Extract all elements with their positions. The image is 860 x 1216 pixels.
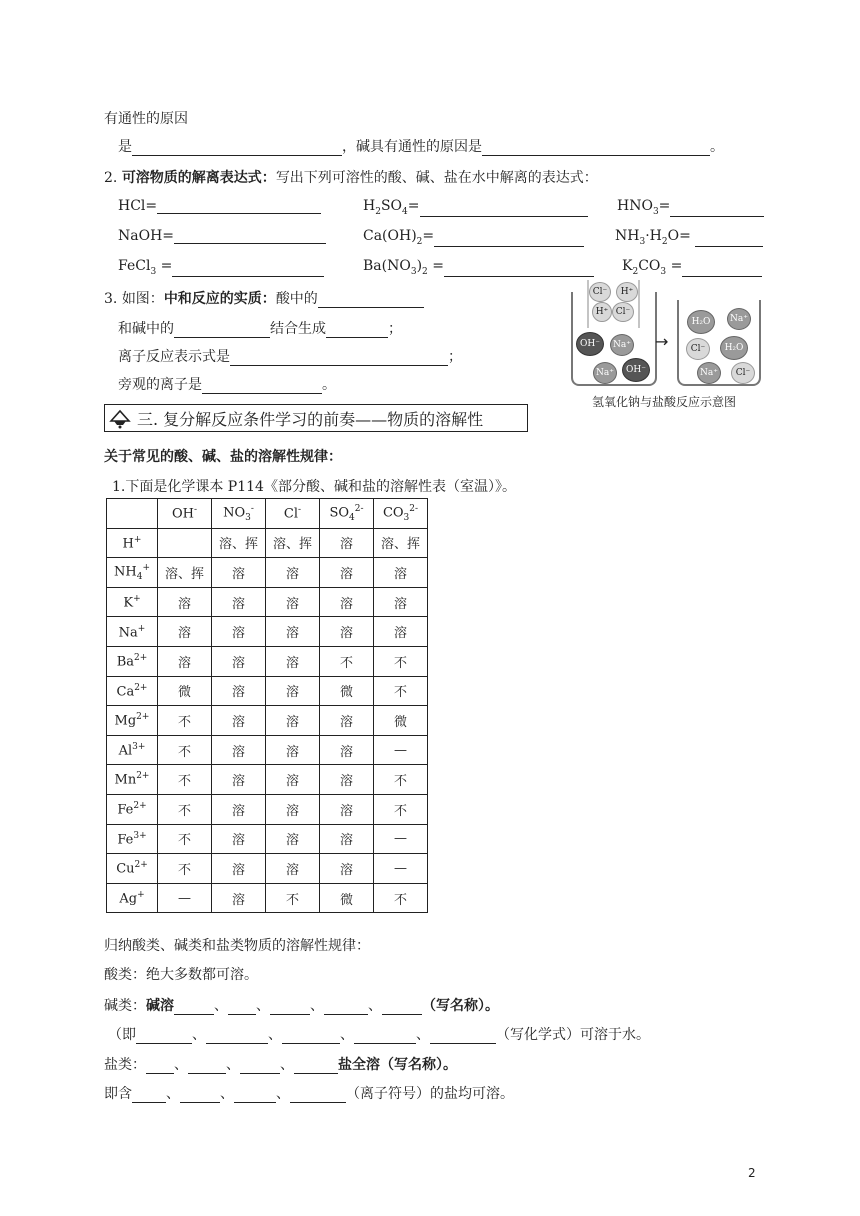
table-cell: 溶	[320, 558, 374, 588]
table-cell: 溶	[266, 854, 320, 884]
base-rule	[104, 995, 499, 1015]
answer-blank[interactable]	[240, 1059, 280, 1074]
separator: 、	[416, 1027, 430, 1043]
table-cell: 不	[374, 794, 428, 824]
answer-blank[interactable]	[172, 262, 324, 277]
table-cell: 不	[374, 646, 428, 676]
table-cell: 溶	[266, 735, 320, 765]
h2so4-expression: $H_2SO_4=$	[363, 198, 588, 217]
answer-blank[interactable]	[270, 1000, 310, 1015]
table-intro: 1.下面是化学课本 P114《部分酸、碱和盐的溶解性表（室温）》。	[112, 479, 516, 495]
table-cell: 溶	[320, 617, 374, 647]
table-cell: 溶	[320, 765, 374, 795]
table-cell: 不	[158, 765, 212, 795]
text: 如图：	[121, 291, 164, 307]
column-header: Cl-	[266, 499, 320, 529]
separator: 、	[220, 1086, 234, 1102]
row-header: $Ca^{2+}$	[107, 676, 158, 706]
table-cell: 溶	[212, 735, 266, 765]
answer-blank[interactable]	[382, 1000, 422, 1015]
question-2-heading	[104, 167, 598, 187]
row-header: $Cu^{2+}$	[107, 854, 158, 884]
answer-blank[interactable]	[132, 1088, 166, 1103]
row-header: $NH_4^+$	[107, 558, 158, 588]
salt-rule	[104, 1054, 457, 1074]
table-cell: 溶	[158, 587, 212, 617]
table-row	[107, 824, 428, 854]
line-continuation: 有通性的原因	[104, 111, 188, 127]
naoh-expression: NaOH=	[118, 228, 326, 244]
answer-blank[interactable]	[136, 1029, 192, 1044]
row-header: H+	[107, 528, 158, 558]
table-cell: 溶	[320, 706, 374, 736]
hydrogen-ion: H⁺	[592, 302, 612, 322]
nh3h2o-expression: $NH_3\cdot H_2O=$	[615, 228, 763, 247]
row-header: K+	[107, 587, 158, 617]
table-row	[107, 794, 428, 824]
answer-blank[interactable]	[695, 232, 763, 247]
table-cell: 溶	[212, 676, 266, 706]
answer-blank[interactable]	[174, 1000, 214, 1015]
answer-blank[interactable]	[174, 229, 326, 244]
table-cell: 溶、挥	[158, 558, 212, 588]
answer-blank[interactable]	[434, 232, 584, 247]
table-cell: 不	[158, 794, 212, 824]
sodium-ion: Na⁺	[593, 362, 617, 384]
table-cell: 溶	[320, 854, 374, 884]
separator: 、	[368, 998, 382, 1014]
bano32-expression: $Ba(NO_3)_2$ =	[363, 258, 594, 277]
table-cell: 溶	[320, 587, 374, 617]
row-header: Ag+	[107, 883, 158, 913]
corner-cell	[107, 499, 158, 529]
water-molecule: H₂O	[687, 310, 715, 334]
table-cell: 溶	[320, 735, 374, 765]
table-cell: 溶	[320, 824, 374, 854]
flask-icon	[109, 407, 131, 429]
table-cell: 溶	[212, 558, 266, 588]
table-cell: 溶、挥	[212, 528, 266, 558]
hno3-expression: $HNO_3=$	[617, 198, 764, 217]
separator: 、	[226, 1057, 240, 1073]
text: （即	[108, 1027, 136, 1043]
table-cell: 溶	[266, 794, 320, 824]
table-cell: 不	[158, 706, 212, 736]
caoh2-expression: $Ca(OH)_2=$	[363, 228, 584, 247]
table-row	[107, 706, 428, 736]
hcl-expression: HCl=	[118, 198, 321, 214]
row-header: $Mg^{2+}$	[107, 706, 158, 736]
ion-rule	[104, 1083, 514, 1103]
text: 。	[322, 377, 336, 393]
text: 盐全溶（写名称）。	[338, 1057, 457, 1073]
table-cell: 溶	[212, 617, 266, 647]
sodium-ion: Na⁺	[697, 362, 721, 384]
base-formula-rule	[108, 1024, 650, 1044]
summary-intro: 归纳酸类、碱类和盐类物质的溶解性规律：	[104, 938, 370, 954]
table-cell: 溶	[266, 558, 320, 588]
table-row	[107, 765, 428, 795]
table-cell: 不	[374, 883, 428, 913]
answer-blank[interactable]	[430, 1029, 496, 1044]
table-cell: 溶	[266, 706, 320, 736]
text: 离子反应表示式是	[118, 349, 230, 365]
answer-blank[interactable]	[157, 199, 321, 214]
separator: 、	[256, 998, 270, 1014]
text: 结合生成	[270, 321, 326, 337]
table-cell: 溶	[212, 765, 266, 795]
answer-blank[interactable]	[188, 1059, 226, 1074]
table-cell: —	[374, 735, 428, 765]
answer-blank[interactable]	[294, 1059, 338, 1074]
text: 和碱中的	[118, 321, 174, 337]
hydroxide-ion: OH⁻	[622, 358, 650, 382]
answer-blank[interactable]	[228, 1000, 256, 1015]
answer-blank[interactable]	[180, 1088, 220, 1103]
table-cell: 溶	[266, 824, 320, 854]
separator: 、	[192, 1027, 206, 1043]
separator: 、	[280, 1057, 294, 1073]
answer-blank[interactable]	[146, 1059, 174, 1074]
question-number: 3.	[104, 291, 118, 307]
answer-blank[interactable]	[482, 141, 710, 156]
text: （写名称）。	[422, 998, 499, 1014]
answer-blank[interactable]	[354, 1029, 416, 1044]
table-cell: 溶	[320, 794, 374, 824]
table-cell: 溶	[212, 646, 266, 676]
table-cell: 微	[374, 706, 428, 736]
table-cell: 微	[320, 883, 374, 913]
text: 旁观的离子是	[118, 377, 202, 393]
table-row	[107, 587, 428, 617]
table-cell: —	[374, 854, 428, 884]
table-cell: —	[374, 824, 428, 854]
table-cell: 溶、挥	[374, 528, 428, 558]
text: 酸中的	[275, 291, 318, 307]
table-cell: 不	[266, 883, 320, 913]
answer-blank[interactable]	[318, 293, 424, 308]
table-cell: 溶	[266, 587, 320, 617]
hydrogen-ion: H⁺	[616, 282, 638, 302]
table-cell: 微	[320, 676, 374, 706]
separator: 、	[276, 1086, 290, 1102]
answer-blank[interactable]	[324, 1000, 368, 1015]
table-cell: 不	[374, 765, 428, 795]
text: ；	[388, 321, 402, 337]
chloride-ion: Cl⁻	[589, 282, 611, 302]
question-3-line-4	[118, 374, 336, 394]
text: 碱溶	[146, 998, 174, 1014]
column-header: $CO_3^{2-}$	[374, 499, 428, 529]
solubility-table	[106, 498, 428, 913]
acid-rule: 酸类：绝大多数都可溶。	[104, 967, 258, 983]
table-cell: 溶	[266, 765, 320, 795]
text: 是	[118, 139, 132, 155]
column-header: $SO_4^{2-}$	[320, 499, 374, 529]
table-cell: 溶、挥	[266, 528, 320, 558]
answer-blank[interactable]	[206, 1029, 268, 1044]
table-row	[107, 883, 428, 913]
table-cell: 溶	[374, 558, 428, 588]
answer-blank[interactable]	[444, 262, 594, 277]
table-cell: 溶	[266, 617, 320, 647]
separator: 、	[174, 1057, 188, 1073]
answer-blank[interactable]	[174, 323, 270, 338]
k2co3-expression: $K_2CO_3$ =	[622, 258, 762, 277]
answer-blank[interactable]	[326, 323, 388, 338]
table-header-row	[107, 499, 428, 529]
arrow-icon: →	[655, 332, 669, 351]
separator: 、	[340, 1027, 354, 1043]
table-cell	[158, 528, 212, 558]
answer-blank[interactable]	[234, 1088, 276, 1103]
answer-blank[interactable]	[290, 1088, 346, 1103]
sodium-ion: Na⁺	[727, 308, 751, 330]
table-cell: 溶	[374, 587, 428, 617]
question-3-line-1	[104, 288, 424, 308]
rules-heading: 关于常见的酸、碱、盐的溶解性规律：	[104, 449, 342, 465]
table-cell: 不	[374, 676, 428, 706]
row-header: $Mn^{2+}$	[107, 765, 158, 795]
table-cell: —	[158, 883, 212, 913]
column-header: OH-	[158, 499, 212, 529]
row-header: $Ba^{2+}$	[107, 646, 158, 676]
table-cell: 溶	[212, 824, 266, 854]
table-row	[107, 646, 428, 676]
table-cell: 溶	[374, 617, 428, 647]
table-row	[107, 617, 428, 647]
table-cell: 溶	[212, 854, 266, 884]
table-row	[107, 558, 428, 588]
question-title: 中和反应的实质：	[163, 291, 276, 307]
text: 碱类：	[104, 998, 146, 1014]
table-row	[107, 854, 428, 884]
row-header: Na+	[107, 617, 158, 647]
table-cell: 不	[320, 646, 374, 676]
answer-blank[interactable]	[420, 202, 588, 217]
hydroxide-ion: OH⁻	[576, 332, 604, 356]
answer-blank[interactable]	[670, 202, 764, 217]
section-title: 三. 复分解反应条件学习的前奏——物质的溶解性	[137, 409, 484, 429]
water-molecule: H₂O	[720, 336, 748, 360]
table-cell: 溶	[212, 794, 266, 824]
text: 。	[710, 139, 724, 155]
section-3-header	[104, 404, 528, 432]
question-3-line-3	[118, 346, 462, 366]
diagram-caption: 氢氧化钠与盐酸反应示意图	[592, 395, 737, 409]
table-row	[107, 528, 428, 558]
answer-blank[interactable]	[230, 351, 448, 366]
separator: 、	[166, 1086, 180, 1102]
separator: 、	[310, 998, 324, 1014]
table-cell: 不	[158, 854, 212, 884]
sodium-ion: Na⁺	[610, 334, 634, 356]
chloride-ion: Cl⁻	[731, 362, 755, 384]
row-header: $Fe^{3+}$	[107, 824, 158, 854]
row-header: $Al^{3+}$	[107, 735, 158, 765]
table-cell: 溶	[212, 706, 266, 736]
row-header: $Fe^{2+}$	[107, 794, 158, 824]
table-row	[107, 676, 428, 706]
separator: 、	[214, 998, 228, 1014]
text: ；	[448, 349, 462, 365]
table-cell: 溶	[212, 587, 266, 617]
table-cell: 溶	[266, 646, 320, 676]
table-cell: 微	[158, 676, 212, 706]
page-number: 2	[748, 1166, 756, 1180]
table-row	[107, 735, 428, 765]
answer-blank[interactable]	[682, 262, 762, 277]
separator: 、	[268, 1027, 282, 1043]
answer-blank[interactable]	[132, 141, 342, 156]
question-number: 2.	[104, 170, 118, 186]
answer-blank[interactable]	[202, 379, 322, 394]
chloride-ion: Cl⁻	[686, 338, 710, 360]
table-cell: 溶	[158, 646, 212, 676]
question-3-line-2	[118, 318, 402, 338]
text: 盐类：	[104, 1057, 146, 1073]
text: （离子符号）的盐均可溶。	[346, 1086, 514, 1102]
text: ，碱具有通性的原因是	[342, 139, 482, 155]
question-instruction: 写出下列可溶性的酸、碱、盐在水中解离的表达式：	[275, 170, 598, 186]
table-cell: 不	[158, 735, 212, 765]
acid-base-commonality-line	[118, 136, 724, 156]
table-cell: 溶	[212, 883, 266, 913]
table-cell: 不	[158, 824, 212, 854]
column-header: $NO_3^-$	[212, 499, 266, 529]
text: 即含	[104, 1086, 132, 1102]
text: （写化学式）可溶于水。	[496, 1027, 650, 1043]
fecl3-expression: FeCl$_3$ =	[118, 258, 324, 277]
table-cell: 溶	[266, 676, 320, 706]
table-cell: 溶	[320, 528, 374, 558]
chloride-ion: Cl⁻	[612, 302, 634, 322]
answer-blank[interactable]	[282, 1029, 340, 1044]
table-cell: 溶	[158, 617, 212, 647]
question-title: 可溶物质的解离表达式：	[121, 170, 276, 186]
